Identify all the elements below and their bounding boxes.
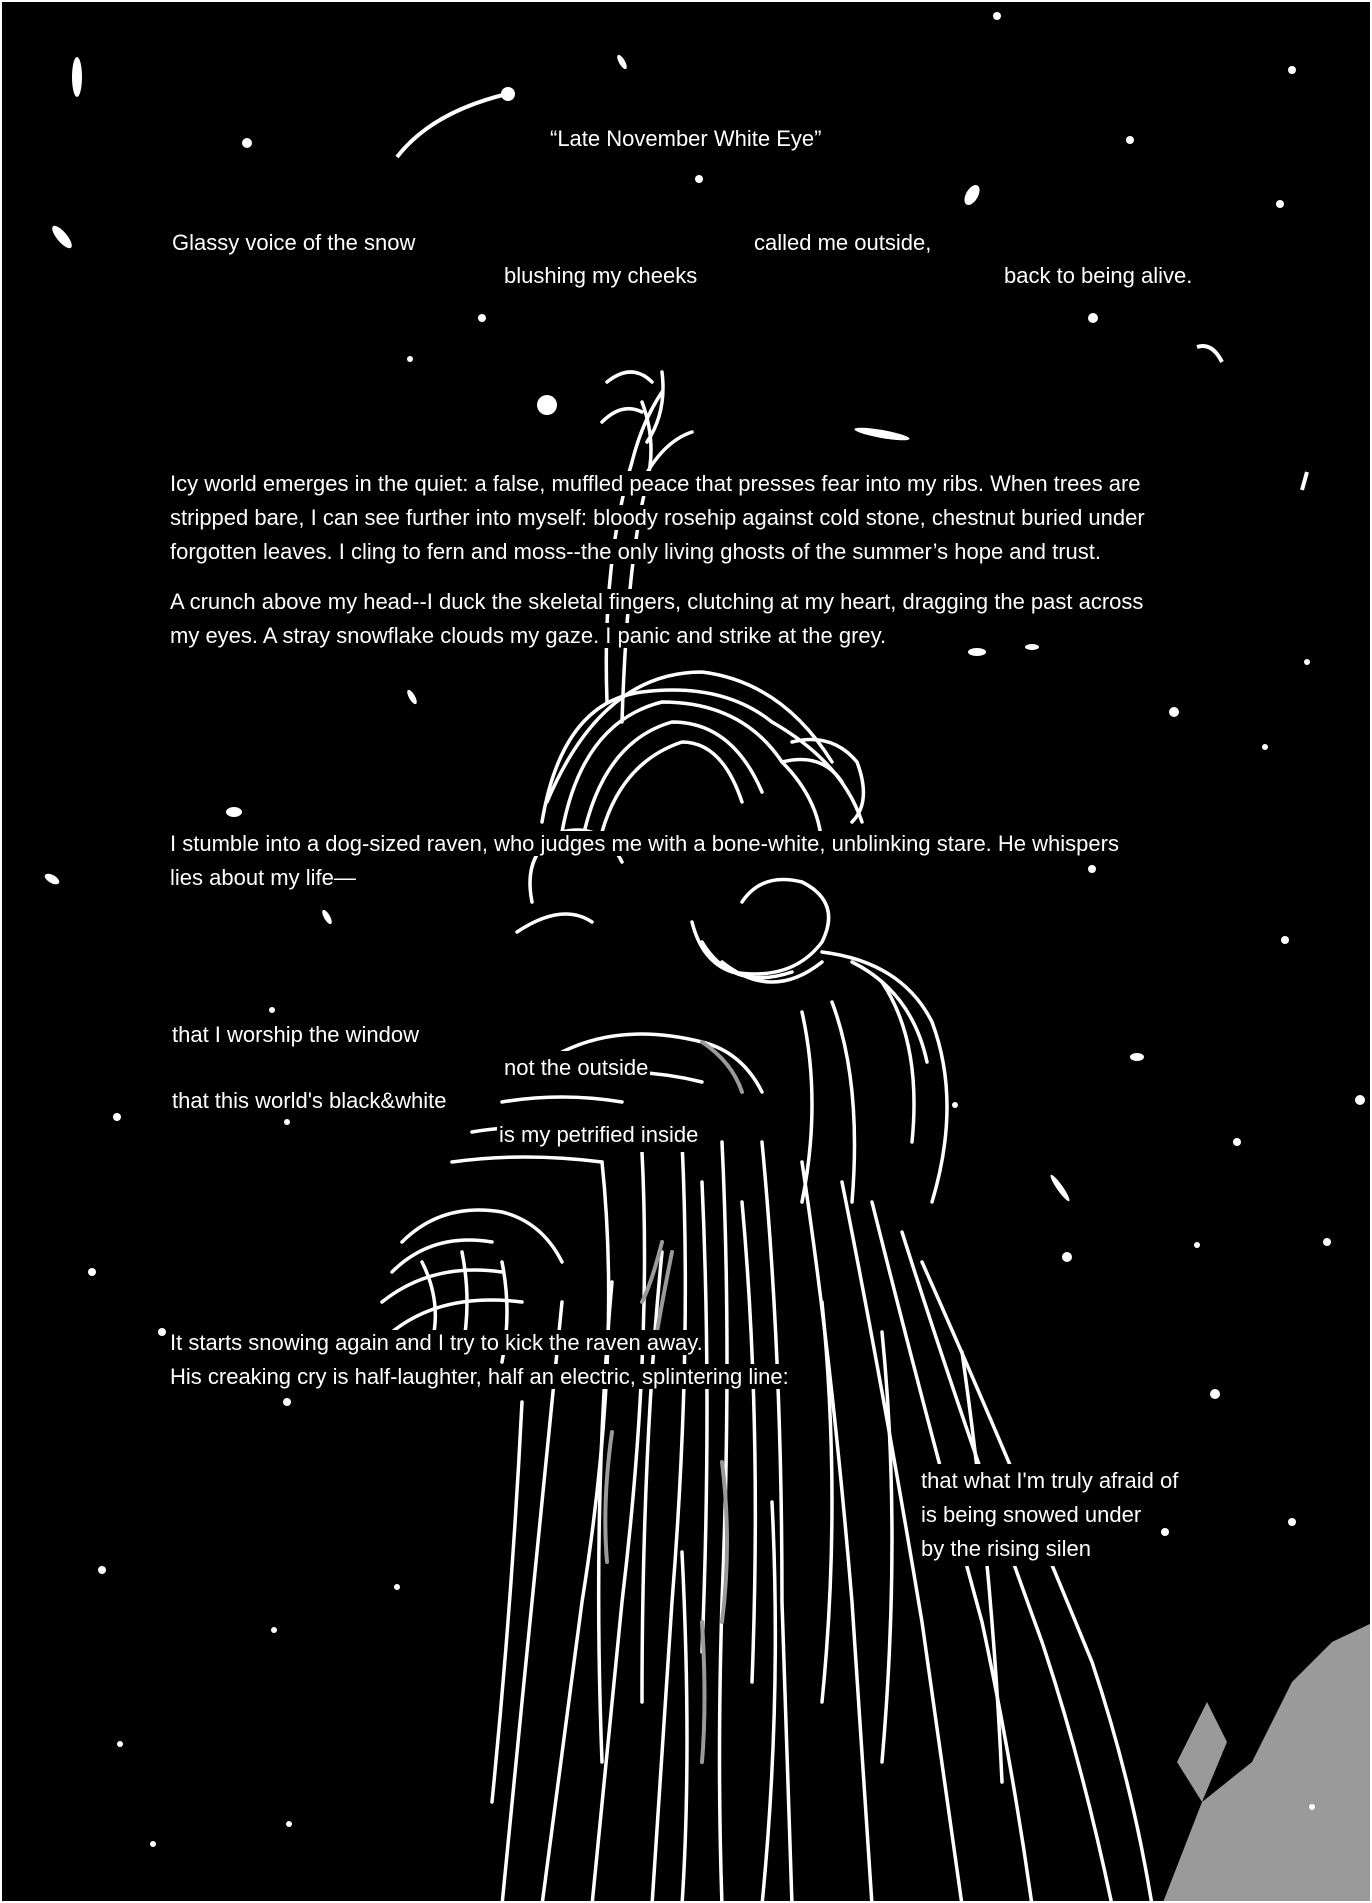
paragraph-3-line: lies about my life—	[170, 865, 356, 890]
stanza2-line2: not the outside	[502, 1051, 650, 1085]
stanza1-line1b: called me outside,	[752, 226, 933, 260]
paragraph-2-line: my eyes. A stray snowflake clouds my gaze. I panic and strike at the grey.	[170, 623, 887, 648]
paragraph-1-line: forgotten leaves. I cling to fern and moss--the only living ghosts of the summer’s hope and trust.	[170, 539, 1102, 564]
paragraph-1-line: stripped bare, I can see further into myself: bloody rosehip against cold stone, chestnut buried under	[170, 505, 1145, 530]
paragraph-3-line: I stumble into a dog-sized raven, who judges me with a bone-white, unblinking stare. He whispers	[170, 831, 1119, 856]
paragraph-4-line: His creaking cry is half-laughter, half an electric, splintering line:	[170, 1364, 789, 1389]
paragraph-3	[170, 827, 1230, 895]
stanza3-line3: by the rising silen	[919, 1532, 1093, 1566]
paragraph-4	[170, 1326, 1230, 1394]
stanza1-line2b: back to being alive.	[1002, 259, 1194, 293]
stanza1-line1a: Glassy voice of the snow	[170, 226, 417, 260]
stanza3-line1: that what I'm truly afraid of	[919, 1464, 1180, 1498]
paragraph-4-line: It starts snowing again and I try to kick the raven away.	[170, 1330, 703, 1355]
paragraph-2-line: A crunch above my head--I duck the skeletal fingers, clutching at my heart, dragging the past across	[170, 589, 1144, 614]
paragraph-1-line: Icy world emerges in the quiet: a false, muffled peace that presses fear into my ribs. When trees are	[170, 471, 1141, 496]
stanza1-line2a: blushing my cheeks	[502, 259, 699, 293]
stanza3-line2: is being snowed under	[919, 1498, 1143, 1532]
shooting-star-icon	[397, 94, 507, 157]
paragraph-2	[170, 585, 1230, 653]
stanza2-line1: that I worship the window	[170, 1018, 421, 1052]
stanza2-line4: is my petrified inside	[497, 1118, 700, 1152]
paragraph-1	[170, 467, 1230, 569]
poem-title: “Late November White Eye”	[548, 122, 823, 156]
stanza2-line3: that this world's black&white	[170, 1084, 448, 1118]
